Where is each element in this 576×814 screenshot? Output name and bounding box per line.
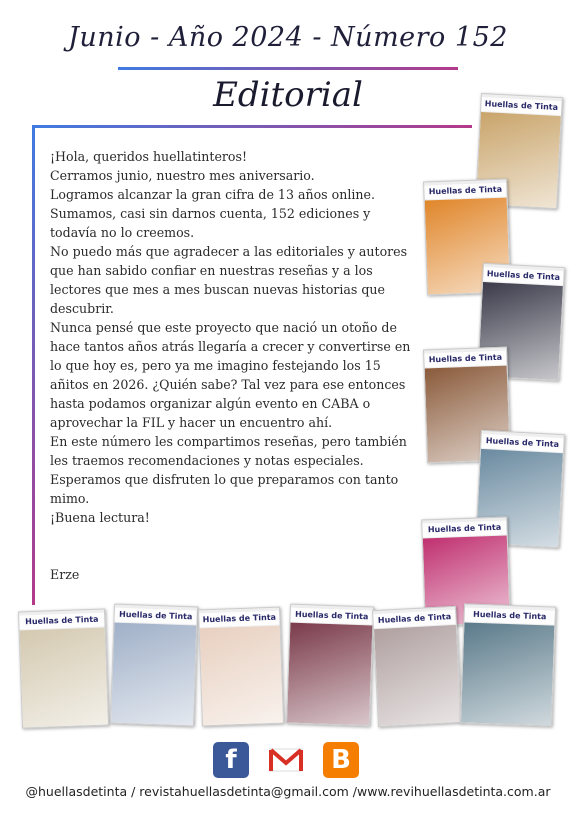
paragraph: Sumamos, casi sin darnos cuenta, 152 ediciones y todavía no lo creemos. (50, 206, 371, 240)
cover-masthead: Huellas de Tinta (481, 97, 562, 115)
paragraph: En este número les compartimos reseñas, pero también les traemos recomendaciones y notas especiales. (50, 434, 407, 468)
editorial-body (50, 147, 420, 527)
magazine-cover (18, 609, 109, 729)
cover-art (461, 622, 554, 725)
cover-masthead: Huellas de Tinta (114, 608, 196, 625)
paragraph: Esperamos que disfruten lo que preparamos con tanto mimo. (50, 472, 399, 506)
issue-line: Junio - Año 2024 - Número 152 (68, 22, 508, 53)
paragraph: ¡Buena lectura! (50, 510, 150, 525)
cover-art (20, 628, 108, 728)
cover-masthead: Huellas de Tinta (373, 610, 456, 628)
cover-masthead: Huellas de Tinta (483, 267, 564, 285)
cover-masthead: Huellas de Tinta (290, 608, 372, 625)
cover-art (287, 623, 372, 726)
magazine-cover (110, 604, 198, 727)
paragraph: No puedo más que agradecer a las editoriales y autores que han sabido confiar en nuestras reseñas y a los lectores que mes a mes buscan nuevas historias que descubrir. (50, 244, 408, 316)
magazine-cover (372, 606, 462, 727)
contact-line[interactable]: @huellasdetinta / revistahuellasdetinta@gmail.com /www.revihuellasdetinta.com.ar (25, 784, 551, 799)
paragraph: ¡Hola, queridos huellatinteros! (50, 149, 248, 164)
header-divider (118, 67, 458, 70)
cover-masthead: Huellas de Tinta (424, 183, 506, 200)
magazine-cover (460, 603, 556, 726)
cover-art (200, 626, 283, 726)
magazine-cover (198, 607, 284, 727)
cover-masthead: Huellas de Tinta (424, 351, 506, 368)
frame-top-line (32, 125, 472, 128)
blogger-icon[interactable]: B (323, 742, 359, 778)
cover-masthead: Huellas de Tinta (19, 613, 104, 630)
frame-left-line (32, 125, 35, 605)
cover-masthead: Huellas de Tinta (422, 521, 506, 538)
paragraph: Nunca pensé que este proyecto que nació un otoño de hace tantos años atrás llegaría a crecer y convertirse en lo que hoy es, pero ya me imagino festejando los 15 añitos en 2026. ¿Quién sabe? Tal vez para ese entonces hasta podamos organizar algún evento en CABA o aprovechar la FIL y hacer un encuentro ahí. (50, 320, 411, 430)
signature: Erze (50, 567, 80, 582)
magazine-cover (286, 604, 374, 727)
cover-masthead: Huellas de Tinta (481, 434, 564, 452)
cover-art (374, 625, 461, 726)
gmail-icon[interactable] (268, 742, 304, 778)
cover-masthead: Huellas de Tinta (464, 607, 554, 624)
cover-masthead: Huellas de Tinta (199, 611, 279, 628)
facebook-icon[interactable]: f (213, 742, 249, 778)
cover-art (111, 623, 196, 726)
paragraph: Cerramos junio, nuestro mes aniversario. (50, 168, 315, 183)
social-icons (0, 742, 576, 782)
paragraph: Logramos alcanzar la gran cifra de 13 años online. (50, 187, 375, 202)
section-title: Editorial (213, 75, 363, 115)
